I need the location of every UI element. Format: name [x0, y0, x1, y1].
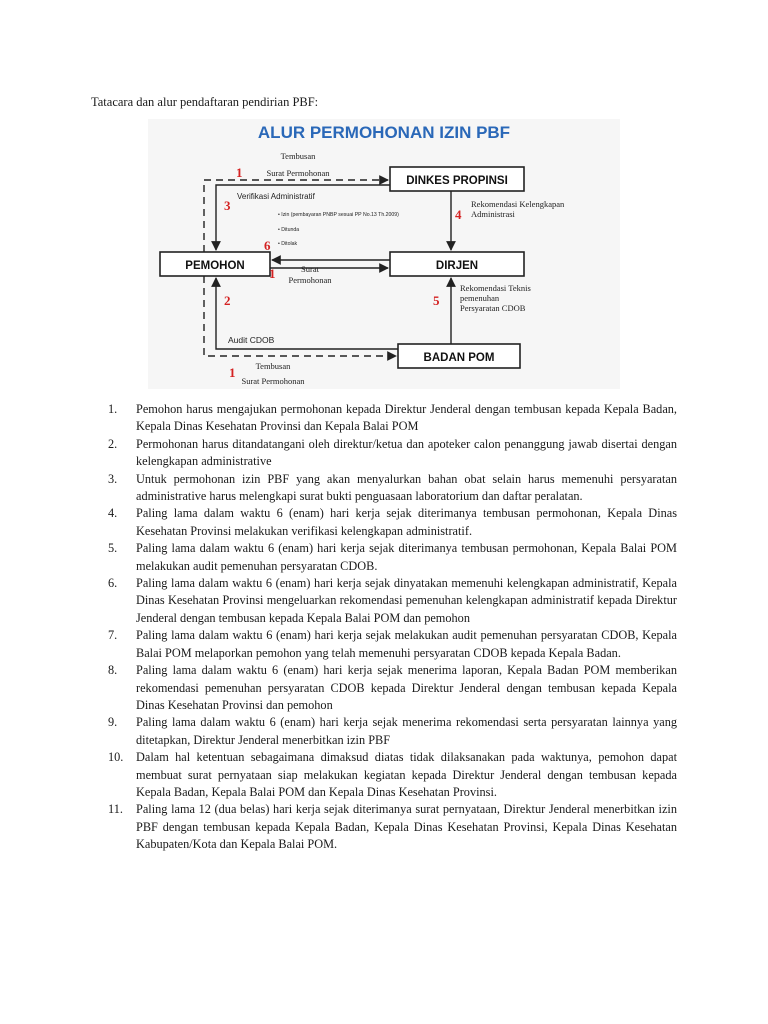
step-item [108, 540, 677, 575]
step-number-3: 3 [224, 198, 231, 213]
label-verifikasi: Verifikasi Administratif [237, 192, 315, 201]
box-badan-pom-label: BADAN POM [423, 352, 495, 364]
step-number-1-top: 1 [236, 165, 243, 180]
intro-text: Tatacara dan alur pendaftaran pendirian PBF: [91, 95, 319, 109]
step-text: Paling lama dalam waktu 6 (enam) hari kerja sejak diterimanya tembusan permohonan, Kepala Dinas Kesehatan Provinsi melakukan verifikasi kelengkapan administratif. [136, 506, 677, 538]
step-item [108, 801, 677, 853]
step-text: Paling lama 12 (dua belas) hari kerja sejak diterimanya surat pernyataan, Direktur Jenderal menerbitkan izin PBF dengan tembusan kepada Kepala Badan, Kepala Dinas Kesehatan Provinsi, Kepala Dinas Kesehatan Kabupaten/Kota dan Kepala Balai POM. [136, 802, 677, 852]
label-bullet-izin: • Izin (pembayaran PNBP sesuai PP No.13 Th.2009) [278, 212, 399, 218]
step-item [108, 505, 677, 540]
label-rekom-kelengkapan-2: Administrasi [471, 209, 515, 219]
label-rekom-teknis-3: Persyaratan CDOB [460, 303, 526, 313]
step-number: 2. [108, 436, 118, 451]
step-number: 1. [108, 402, 118, 416]
step-number-5: 5 [433, 293, 440, 308]
step-item [108, 662, 677, 714]
step-text: Paling lama dalam waktu 6 (enam) hari kerja sejak melakukan audit pemenuhan persyaratan CDOB, Kepala Balai POM melaporkan pemohon yang telah memenuhi persyaratan CDOB kepada Kepala Badan. [136, 628, 677, 660]
box-dirjen-label: DIRJEN [435, 260, 479, 272]
step-text: Paling lama dalam waktu 6 (enam) hari kerja sejak menerima rekomendasi serta persyaratan lainnya yang ditetapkan, Direktur Jenderal menerbitkan izin PBF [136, 715, 677, 747]
steps-list [108, 401, 677, 854]
step-number: 4. [108, 506, 118, 521]
label-tembusan-top-1: Tembusan [280, 151, 316, 161]
step-number: 5. [108, 541, 118, 556]
step-number: 11. [108, 802, 123, 817]
label-tembusan-bottom-1: Tembusan [255, 361, 291, 371]
label-rekom-teknis-2: pemenuhan [460, 293, 500, 303]
step-item [108, 627, 677, 662]
label-audit: Audit CDOB [228, 335, 275, 345]
label-surat-2: Permohonan [288, 275, 332, 285]
step-text: Paling lama dalam waktu 6 (enam) hari kerja sejak menerima laporan, Kepala Badan POM memberikan rekomendasi pemenuhan persyaratan CDOB kepada Direktur Jenderal dengan tembusan kepada Kepala Dinas Kesehatan Provinsi dan pemohon [136, 663, 677, 712]
step-item [108, 575, 677, 627]
step-number-6: 6 [264, 238, 271, 253]
label-surat-1: Surat [301, 264, 319, 274]
step-number-4: 4 [455, 207, 462, 222]
step-item [108, 471, 677, 506]
box-dinkes-label: DINKES PROPINSI [406, 175, 508, 187]
step-text: Pemohon harus mengajukan permohonan kepada Direktur Jenderal dengan tembusan kepada Kepala Badan, Kepala Dinas Kesehatan Provinsi dan Kepala Balai POM [136, 402, 677, 434]
step-text: Dalam hal ketentuan sebagaimana dimaksud diatas tidak dilaksanakan pada waktunya, pemohon dapat membuat surat pernyataan siap melakukan kegiatan kepada Direktur Jenderal dengan tembusan kepada Kepala Badan, Kepala Balai POM dan Kepala Dinas Kesehatan Provinsi. [136, 750, 677, 799]
flow-diagram [148, 119, 620, 389]
diagram-title: ALUR PERMOHONAN IZIN PBF [257, 123, 511, 142]
step-number: 10. [108, 750, 124, 765]
step-item [108, 749, 677, 801]
step-item [108, 401, 677, 436]
step-text: Paling lama dalam waktu 6 (enam) hari kerja sejak diterimanya tembusan permohonan, Kepala Balai POM melakukan audit pemenuhan persyaratan CDOB. [136, 541, 677, 573]
step-text: Permohonan harus ditandatangani oleh direktur/ketua dan apoteker calon penanggung jawab disertai dengan kelengkapan administrative [136, 436, 677, 469]
label-bullet-ditunda: • Ditunda [278, 227, 300, 233]
step-number-2: 2 [224, 293, 231, 308]
step-number-1-mid: 1 [269, 266, 276, 281]
step-number: 8. [108, 663, 118, 678]
box-pemohon-label: PEMOHON [185, 260, 245, 272]
label-rekom-teknis-1: Rekomendasi Teknis [460, 283, 531, 293]
step-number-1-bottom: 1 [229, 365, 236, 380]
step-item [108, 714, 677, 749]
step-number: 3. [108, 471, 118, 486]
label-tembusan-top-2: Surat Permohonan [266, 168, 330, 178]
label-rekom-kelengkapan-1: Rekomendasi Kelengkapan [471, 199, 565, 209]
label-bullet-ditolak: • Ditolak [278, 241, 298, 247]
step-item [108, 436, 677, 471]
step-text: Untuk permohonan izin PBF yang akan menyalurkan bahan obat selain harus memenuhi persyaratan administrative harus melengkapi surat bukti penguasaan laboratorium dan daftar peralatan. [136, 471, 677, 504]
step-number: 6. [108, 576, 118, 591]
step-text: Paling lama dalam waktu 6 (enam) hari kerja sejak dinyatakan memenuhi kelengkapan administratif, Kepala Dinas Kesehatan Provinsi mengeluarkan rekomendasi pemenuhan kelengkapan administratif kepada Direktur Jenderal dengan tembusan kepada Kepala Balai POM dan pemohon [136, 576, 677, 625]
step-number: 9. [108, 715, 118, 730]
step-number: 7. [108, 628, 118, 643]
flow-diagram-svg [148, 119, 620, 389]
label-tembusan-bottom-2: Surat Permohonan [241, 376, 305, 386]
